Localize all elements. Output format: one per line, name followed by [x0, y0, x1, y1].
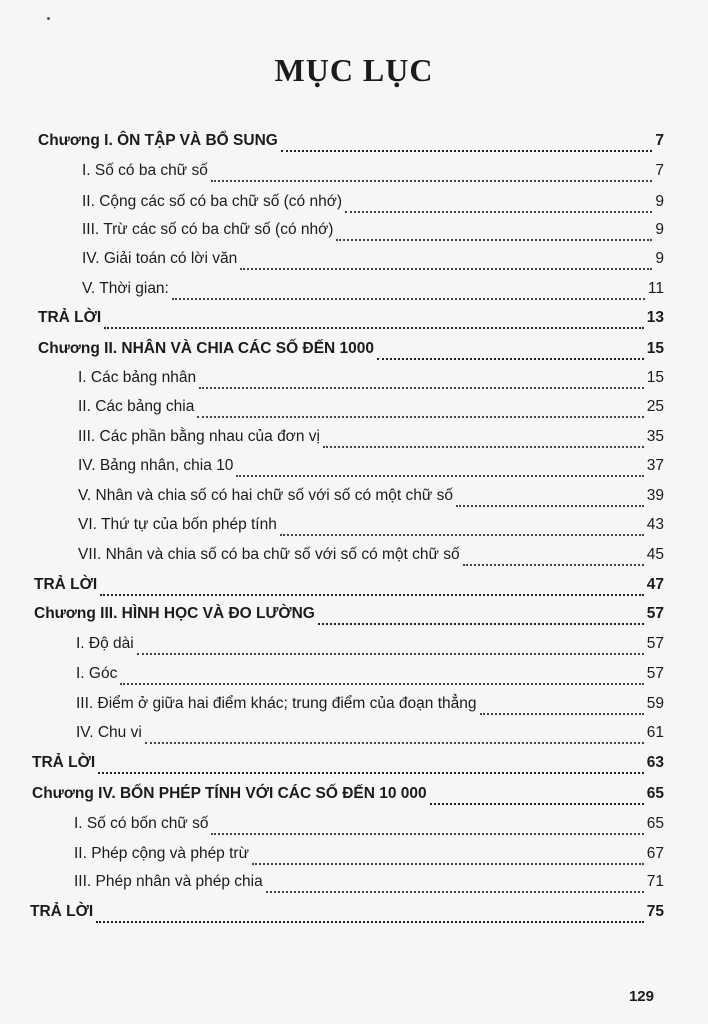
- page-number: 65: [646, 815, 664, 832]
- dot-leader: [318, 623, 644, 625]
- section-title: V. Nhân và chia số có hai chữ số với số có một chữ số: [78, 487, 453, 504]
- toc-section[interactable]: [78, 546, 664, 570]
- page-number: 61: [646, 724, 664, 741]
- toc-chapter-2[interactable]: [38, 340, 664, 364]
- chapter-title: Chương IV. BỐN PHÉP TÍNH VỚI CÁC SỐ ĐẾN 10 000: [32, 785, 427, 802]
- section-title: II. Phép cộng và phép trừ: [74, 845, 249, 862]
- page-number: 67: [646, 845, 664, 862]
- page-number: 45: [646, 546, 664, 563]
- page-number: 43: [646, 516, 664, 533]
- dot-leader: [120, 683, 643, 685]
- section-title: I. Độ dài: [76, 635, 134, 652]
- toc-section[interactable]: [82, 250, 664, 274]
- toc-section[interactable]: [74, 815, 664, 839]
- page-number: 9: [655, 250, 664, 267]
- dot-leader: [211, 833, 643, 835]
- section-title: III. Các phần bằng nhau của đơn vị: [78, 428, 320, 445]
- dot-leader: [456, 505, 644, 507]
- dot-leader: [480, 713, 644, 715]
- section-title: VI. Thứ tự của bốn phép tính: [78, 516, 277, 533]
- dot-leader: [104, 327, 644, 329]
- toc-answers[interactable]: [38, 309, 664, 333]
- page-number: 57: [646, 635, 664, 652]
- section-title: II. Cộng các số có ba chữ số (có nhớ): [82, 193, 343, 210]
- toc-section[interactable]: [82, 221, 664, 245]
- dot-leader: [323, 446, 644, 448]
- page-number: 75: [646, 903, 664, 920]
- dot-leader: [199, 387, 644, 389]
- page-number: 65: [646, 785, 664, 802]
- page-number-footer: 129: [628, 988, 654, 1005]
- toc-answers[interactable]: [30, 903, 664, 927]
- dot-leader: [145, 742, 644, 744]
- toc-section[interactable]: [76, 724, 664, 748]
- dot-leader: [266, 891, 644, 893]
- section-title: I. Góc: [76, 665, 118, 682]
- dot-leader: [463, 564, 644, 566]
- toc-section[interactable]: [82, 162, 664, 186]
- toc-section[interactable]: [76, 635, 664, 659]
- section-title: IV. Chu vi: [76, 724, 142, 741]
- page-number: 25: [646, 398, 664, 415]
- section-title: III. Trừ các số có ba chữ số (có nhớ): [82, 221, 334, 238]
- toc-section[interactable]: [82, 280, 664, 304]
- dot-leader: [336, 239, 652, 241]
- page-number: 7: [655, 132, 664, 149]
- page-number: 39: [646, 487, 664, 504]
- dot-leader: [100, 594, 644, 596]
- toc-chapter-3[interactable]: [34, 605, 664, 629]
- dot-leader: [172, 298, 645, 300]
- toc-section[interactable]: [78, 428, 664, 452]
- toc-section[interactable]: [74, 873, 664, 897]
- section-title: IV. Giải toán có lời văn: [82, 250, 238, 267]
- page-number: 59: [646, 695, 664, 712]
- answers-title: TRẢ LỜI: [38, 309, 102, 326]
- section-title: III. Điểm ở giữa hai điểm khác; trung điểm của đoạn thẳng: [76, 695, 477, 712]
- toc-section[interactable]: [78, 398, 664, 422]
- section-title: II. Các bảng chia: [78, 398, 195, 415]
- page-number: 35: [646, 428, 664, 445]
- page-number: 13: [646, 309, 664, 326]
- answers-title: TRẢ LỜI: [34, 576, 98, 593]
- chapter-title: Chương II. NHÂN VÀ CHIA CÁC SỐ ĐẾN 1000: [38, 340, 375, 357]
- dot-leader: [137, 653, 644, 655]
- page-number: 15: [646, 369, 664, 386]
- toc-answers[interactable]: [32, 754, 664, 778]
- toc-section[interactable]: [76, 695, 664, 719]
- toc-section[interactable]: [74, 845, 664, 869]
- page-number: 57: [646, 605, 664, 622]
- page-number: 15: [646, 340, 664, 357]
- toc-section[interactable]: [78, 516, 664, 540]
- dot-leader: [252, 863, 644, 865]
- page-title: MỤC LỤC: [274, 52, 434, 88]
- section-title: III. Phép nhân và phép chia: [74, 873, 263, 890]
- page-number: 47: [646, 576, 664, 593]
- page-number: 9: [655, 193, 664, 210]
- page-number: 57: [646, 665, 664, 682]
- toc-section[interactable]: [78, 457, 664, 481]
- page-number: 63: [646, 754, 664, 771]
- toc-section[interactable]: [78, 487, 664, 511]
- dot-leader: [280, 534, 644, 536]
- dot-leader: [197, 416, 643, 418]
- page-number: 71: [646, 873, 664, 890]
- section-title: I. Số có ba chữ số: [82, 162, 208, 179]
- dot-leader: [96, 921, 644, 923]
- toc-section[interactable]: [76, 665, 664, 689]
- dot-leader: [240, 268, 652, 270]
- toc-chapter-4[interactable]: [32, 785, 664, 809]
- dot-leader: [345, 211, 652, 213]
- section-title: IV. Bảng nhân, chia 10: [78, 457, 234, 474]
- dot-leader: [430, 803, 644, 805]
- chapter-title: Chương I. ÔN TẬP VÀ BỔ SUNG: [38, 132, 278, 149]
- section-title: V. Thời gian:: [82, 280, 169, 297]
- section-title: I. Số có bốn chữ số: [74, 815, 209, 832]
- answers-title: TRẢ LỜI: [30, 903, 94, 920]
- dot-leader: [98, 772, 644, 774]
- section-title: VII. Nhân và chia số có ba chữ số với số có một chữ số: [78, 546, 460, 563]
- toc-answers[interactable]: [34, 576, 664, 600]
- dot-leader: [211, 180, 653, 182]
- answers-title: TRẢ LỜI: [32, 754, 96, 771]
- chapter-title: Chương III. HÌNH HỌC VÀ ĐO LƯỜNG: [34, 605, 315, 622]
- page-number: 7: [655, 162, 664, 179]
- dot-leader: [281, 150, 653, 152]
- section-title: I. Các bảng nhân: [78, 369, 197, 386]
- toc-chapter-1[interactable]: [38, 132, 664, 156]
- dot-leader: [377, 358, 644, 360]
- toc-section[interactable]: [78, 369, 664, 393]
- toc-section[interactable]: [82, 193, 664, 217]
- dot-leader: [236, 475, 643, 477]
- page-number: 11: [647, 280, 664, 297]
- page-number: 37: [646, 457, 664, 474]
- page-number: 9: [655, 221, 664, 238]
